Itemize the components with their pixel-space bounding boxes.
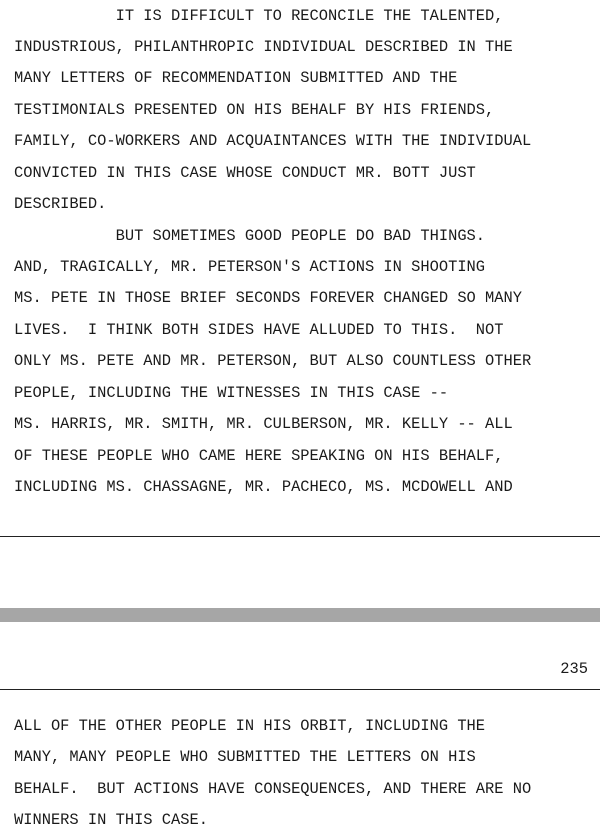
transcript-line: PEOPLE, INCLUDING THE WITNESSES IN THIS CASE -- (14, 384, 449, 402)
transcript-line: ONLY MS. PETE AND MR. PETERSON, BUT ALSO COUNTLESS OTHER (14, 352, 532, 370)
transcript-page-lower (0, 622, 600, 836)
page-bottom-rule (0, 536, 600, 537)
transcript-line: BUT SOMETIMES GOOD PEOPLE DO BAD THINGS. (14, 227, 486, 245)
transcript-line: TESTIMONIALS PRESENTED ON HIS BEHALF BY HIS FRIENDS, (14, 101, 495, 119)
transcript-line: MS. PETE IN THOSE BRIEF SECONDS FOREVER CHANGED SO MANY (14, 289, 522, 307)
transcript-line: OF THESE PEOPLE WHO CAME HERE SPEAKING ON HIS BEHALF, (14, 447, 504, 465)
transcript-line: BEHALF. BUT ACTIONS HAVE CONSEQUENCES, AND THERE ARE NO (14, 780, 532, 798)
page-separator (0, 608, 600, 622)
transcript-line: FAMILY, CO-WORKERS AND ACQUAINTANCES WITH THE INDIVIDUAL (14, 132, 532, 150)
transcript-line: CONVICTED IN THIS CASE WHOSE CONDUCT MR. BOTT JUST (14, 164, 476, 182)
transcript-line: IT IS DIFFICULT TO RECONCILE THE TALENTED, (14, 7, 504, 25)
transcript-line: LIVES. I THINK BOTH SIDES HAVE ALLUDED TO THIS. NOT (14, 321, 504, 339)
transcript-line: WINNERS IN THIS CASE. (14, 811, 208, 829)
page-number: 235 (560, 660, 588, 678)
transcript-line: INDUSTRIOUS, PHILANTHROPIC INDIVIDUAL DESCRIBED IN THE (14, 38, 513, 56)
transcript-line: DESCRIBED. (14, 195, 107, 213)
transcript-line: INCLUDING MS. CHASSAGNE, MR. PACHECO, MS. MCDOWELL AND (14, 478, 513, 496)
transcript-line: MANY, MANY PEOPLE WHO SUBMITTED THE LETTERS ON HIS (14, 748, 476, 766)
transcript-line: ALL OF THE OTHER PEOPLE IN HIS ORBIT, INCLUDING THE (14, 717, 486, 735)
transcript-line: MANY LETTERS OF RECOMMENDATION SUBMITTED AND THE (14, 69, 458, 87)
transcript-line: AND, TRAGICALLY, MR. PETERSON'S ACTIONS IN SHOOTING (14, 258, 486, 276)
transcript-line: MS. HARRIS, MR. SMITH, MR. CULBERSON, MR. KELLY -- ALL (14, 415, 513, 433)
